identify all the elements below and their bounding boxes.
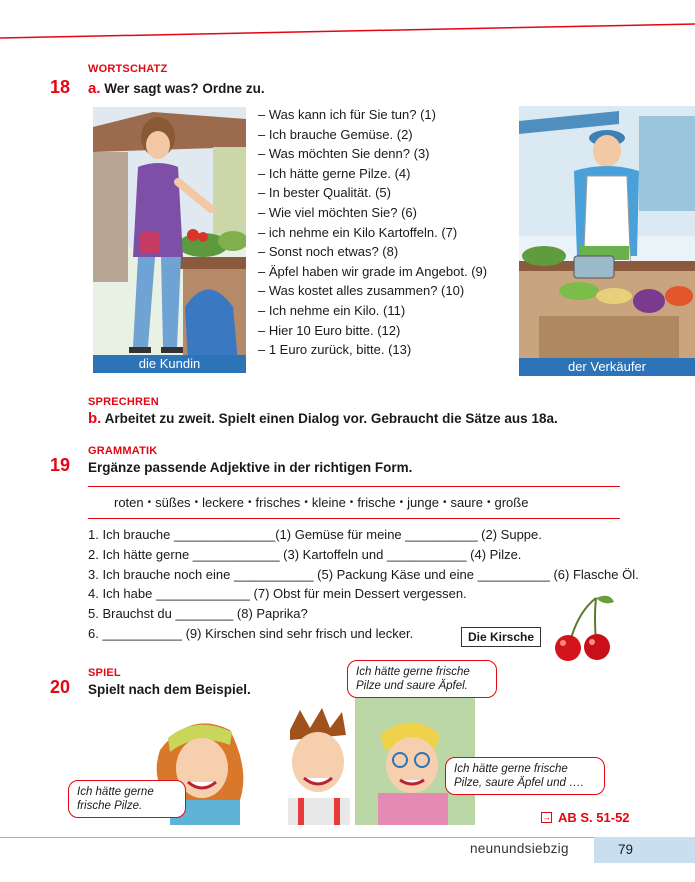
sentence-5: 5. Brauchst du ________ (8) Paprika? <box>88 606 308 622</box>
seller-drawing <box>519 106 695 376</box>
section-label-spiel: SPIEL <box>88 667 121 679</box>
list-item: – Sonst noch etwas? (8) <box>258 242 508 262</box>
list-item: – 1 Euro zurück, bitte. (13) <box>258 340 508 360</box>
list-item: – Ich hätte gerne Pilze. (4) <box>258 164 508 184</box>
speech-bubble-left: Ich hätte gerne frische Pilze. <box>68 780 186 818</box>
sentence-2: 2. Ich hätte gerne ____________ (3) Kartoffeln und ___________ (4) Pilze. <box>88 546 522 562</box>
bullet-icon: • <box>147 497 152 508</box>
instruction-20: Spielt nach dem Beispiel. <box>88 682 251 697</box>
illustration-seller <box>519 106 695 376</box>
bullet-icon: • <box>442 497 447 508</box>
workbook-reference-text: AB S. 51-52 <box>558 810 630 825</box>
list-item: – Äpfel haben wir grade im Angebot. (9) <box>258 262 508 282</box>
footer-rule <box>0 837 695 838</box>
kirsche-label: Die Kirsche <box>461 627 541 647</box>
exercise-number-19: 19 <box>50 455 71 475</box>
bullet-icon: • <box>248 497 252 508</box>
word-chip: kleine <box>311 495 346 510</box>
bullet-icon: • <box>194 497 199 508</box>
bullet-icon: • <box>349 497 354 508</box>
page-word: neunundsiebzig <box>470 841 569 856</box>
customer-drawing <box>93 107 246 373</box>
top-rule <box>0 0 695 45</box>
word-chip: saure <box>450 495 483 510</box>
list-item: – Ich brauche Gemüse. (2) <box>258 125 508 145</box>
word-chip: junge <box>407 495 439 510</box>
list-item: – Was möchten Sie denn? (3) <box>258 144 508 164</box>
sentence-1: 1. Ich brauche ______________(1) Gemüse für meine __________ (2) Suppe. <box>88 527 542 542</box>
part-letter-b: b. <box>88 410 102 427</box>
page-number: 79 <box>594 837 695 863</box>
workbook-reference[interactable] <box>541 810 630 825</box>
list-item: – Was kostet alles zusammen? (10) <box>258 281 508 301</box>
sentence-4: 4. Ich habe _____________ (7) Obst für mein Dessert vergessen. <box>88 586 467 602</box>
word-chip: leckere <box>202 495 244 510</box>
exercise-number-18: 18 <box>50 77 71 97</box>
list-item: – In bester Qualität. (5) <box>258 183 508 203</box>
sentence-3: 3. Ich brauche noch eine ___________ (5) Packung Käse und eine __________ (6) Flasche Öl. <box>88 566 639 582</box>
section-label-sprechren: SPRECHREN <box>88 396 159 408</box>
bullet-icon: • <box>399 497 404 508</box>
exercise-number-20: 20 <box>50 677 71 697</box>
bullet-icon: • <box>486 497 491 508</box>
list-item: – Was kann ich für Sie tun? (1) <box>258 105 508 125</box>
list-item: – ich nehme ein Kilo Kartoffeln. (7) <box>258 223 508 243</box>
sentence-6: 6. ___________ (9) Kirschen sind sehr frisch und lecker. <box>88 625 414 641</box>
speech-bubble-right: Ich hätte gerne frische Pilze, saure Äpfel und …. <box>445 757 605 795</box>
part-letter-a: a. <box>88 80 101 97</box>
word-list <box>114 495 528 510</box>
illustration-customer <box>93 107 246 373</box>
caption-die-kundin: die Kundin <box>93 355 246 373</box>
word-chip: süßes <box>155 495 191 510</box>
instruction-18b <box>88 410 558 427</box>
instruction-18b-text: Arbeitet zu zweit. Spielt einen Dialog vor. Gebraucht die Sätze aus 18a. <box>104 411 558 426</box>
list-item: – Hier 10 Euro bitte. (12) <box>258 321 508 341</box>
dialogue-lines-list <box>258 105 508 360</box>
list-item: – Ich nehme ein Kilo. (11) <box>258 301 508 321</box>
word-chip: frische <box>357 495 396 510</box>
instruction-18a-text: Wer sagt was? Ordne zu. <box>104 81 265 96</box>
cherries-icon <box>548 592 618 664</box>
word-box <box>88 486 620 519</box>
list-item: – Wie viel möchten Sie? (6) <box>258 203 508 223</box>
instruction-18a <box>88 80 265 97</box>
section-label-wortschatz: WORTSCHATZ <box>88 63 168 75</box>
word-chip: große <box>494 495 529 510</box>
arrow-box-icon: → <box>542 812 551 822</box>
word-chip: frisches <box>255 495 301 510</box>
word-chip: roten <box>114 495 144 510</box>
caption-der-verkaeufer: der Verkäufer <box>519 358 695 376</box>
instruction-19: Ergänze passende Adjektive in der richtigen Form. <box>88 460 413 475</box>
bullet-icon: • <box>304 497 308 508</box>
speech-bubble-top: Ich hätte gerne frische Pilze und saure Äpfel. <box>347 660 497 698</box>
section-label-grammatik: GRAMMATIK <box>88 445 158 457</box>
